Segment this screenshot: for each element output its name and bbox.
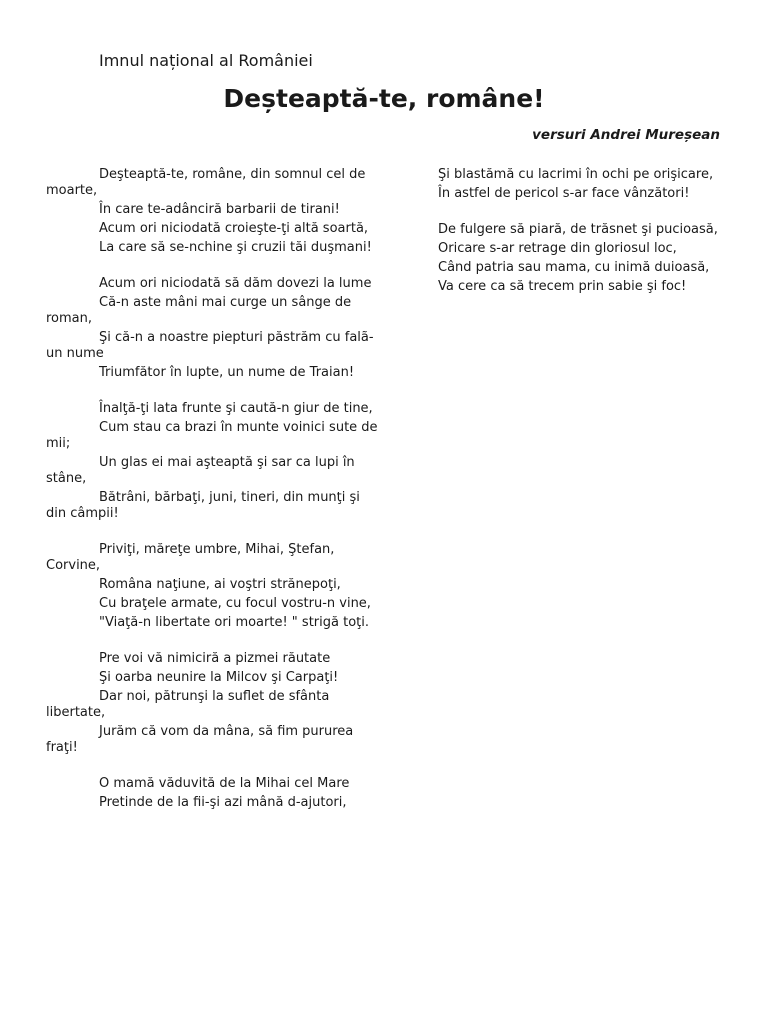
verse-line: Cu braţele armate, cu focul vostru-n vine, (99, 596, 371, 611)
verse-line: Când patria sau mama, cu inimă duioasă, (438, 260, 710, 275)
verse-line: O mamă văduvită de la Mihai cel Mare (99, 776, 350, 791)
verse-line: Acum ori niciodată croieşte-ţi altă soartă, (99, 221, 369, 236)
verse-line: "Viaţă-n libertate ori moarte! " strigă toţi. (99, 615, 369, 630)
verse-line: În care te-adânciră barbarii de tirani! (99, 202, 340, 217)
verse-line: De fulgere să piară, de trăsnet şi pucioasă, (438, 222, 718, 237)
document-subtitle: Imnul național al României (99, 51, 313, 70)
verse-line: Priviţi, măreţe umbre, Mihai, Ştefan, Corvine, (46, 542, 335, 573)
verse-line: Pretinde de la fii-şi azi mână d-ajutori, (99, 795, 347, 810)
verse-line: Şi oarba neunire la Milcov şi Carpaţi! (99, 670, 339, 685)
verse-line: Cum stau ca brazi în munte voinici sute de mii; (46, 420, 378, 451)
verse-line: Jurăm că vom da mâna, să fim pururea fraţi! (46, 724, 354, 755)
stanza (46, 167, 384, 256)
verse-line: Bătrâni, bărbaţi, juni, tineri, din munţi şi din câmpii! (46, 490, 360, 521)
verse-line: Dar noi, pătrunşi la suflet de sfânta libertate, (46, 689, 330, 720)
verse-line: Un glas ei mai aşteaptă şi sar ca lupi în stâne, (46, 455, 355, 486)
verse-line: Deşteaptă-te, române, din somnul cel de moarte, (46, 167, 366, 198)
verse-line: Şi că-n a noastre piepturi păstrăm cu falã-un nume (46, 330, 374, 361)
poem-right-column (385, 167, 719, 315)
verse-line: Româna naţiune, ai voştri strănepoţi, (99, 577, 341, 592)
verse-line: Înalţă-ţi lata frunte şi caută-n giur de tine, (99, 401, 373, 416)
verse-line: Pre voi vă nimiciră a pizmei răutate (99, 651, 331, 666)
verse-line: Va cere ca să trecem prin sabie şi foc! (438, 279, 687, 294)
verse-line: În astfel de pericol s-ar face vânzători! (438, 186, 690, 201)
stanza (46, 776, 384, 811)
verse-line: Oricare s-ar retrage din gloriosul loc, (438, 241, 677, 256)
stanza (385, 167, 719, 202)
verse-line: Şi blastămă cu lacrimi în ochi pe orişicare, (438, 167, 714, 182)
verse-line: Triumfător în lupte, un nume de Traian! (99, 365, 355, 380)
stanza (385, 222, 719, 295)
stanza (46, 276, 384, 381)
document-title: Deșteaptă-te, române! (223, 84, 545, 113)
author-credit: versuri Andrei Mureșean (532, 127, 720, 143)
verse-line: Că-n aste mâni mai curge un sânge de roman, (46, 295, 352, 326)
verse-line: La care să se-nchine şi cruzii tăi duşmani! (99, 240, 372, 255)
poem-left-column (46, 167, 384, 831)
stanza (46, 651, 384, 756)
stanza (46, 401, 384, 522)
verse-line: Acum ori niciodată să dăm dovezi la lume (99, 276, 372, 291)
stanza (46, 542, 384, 631)
